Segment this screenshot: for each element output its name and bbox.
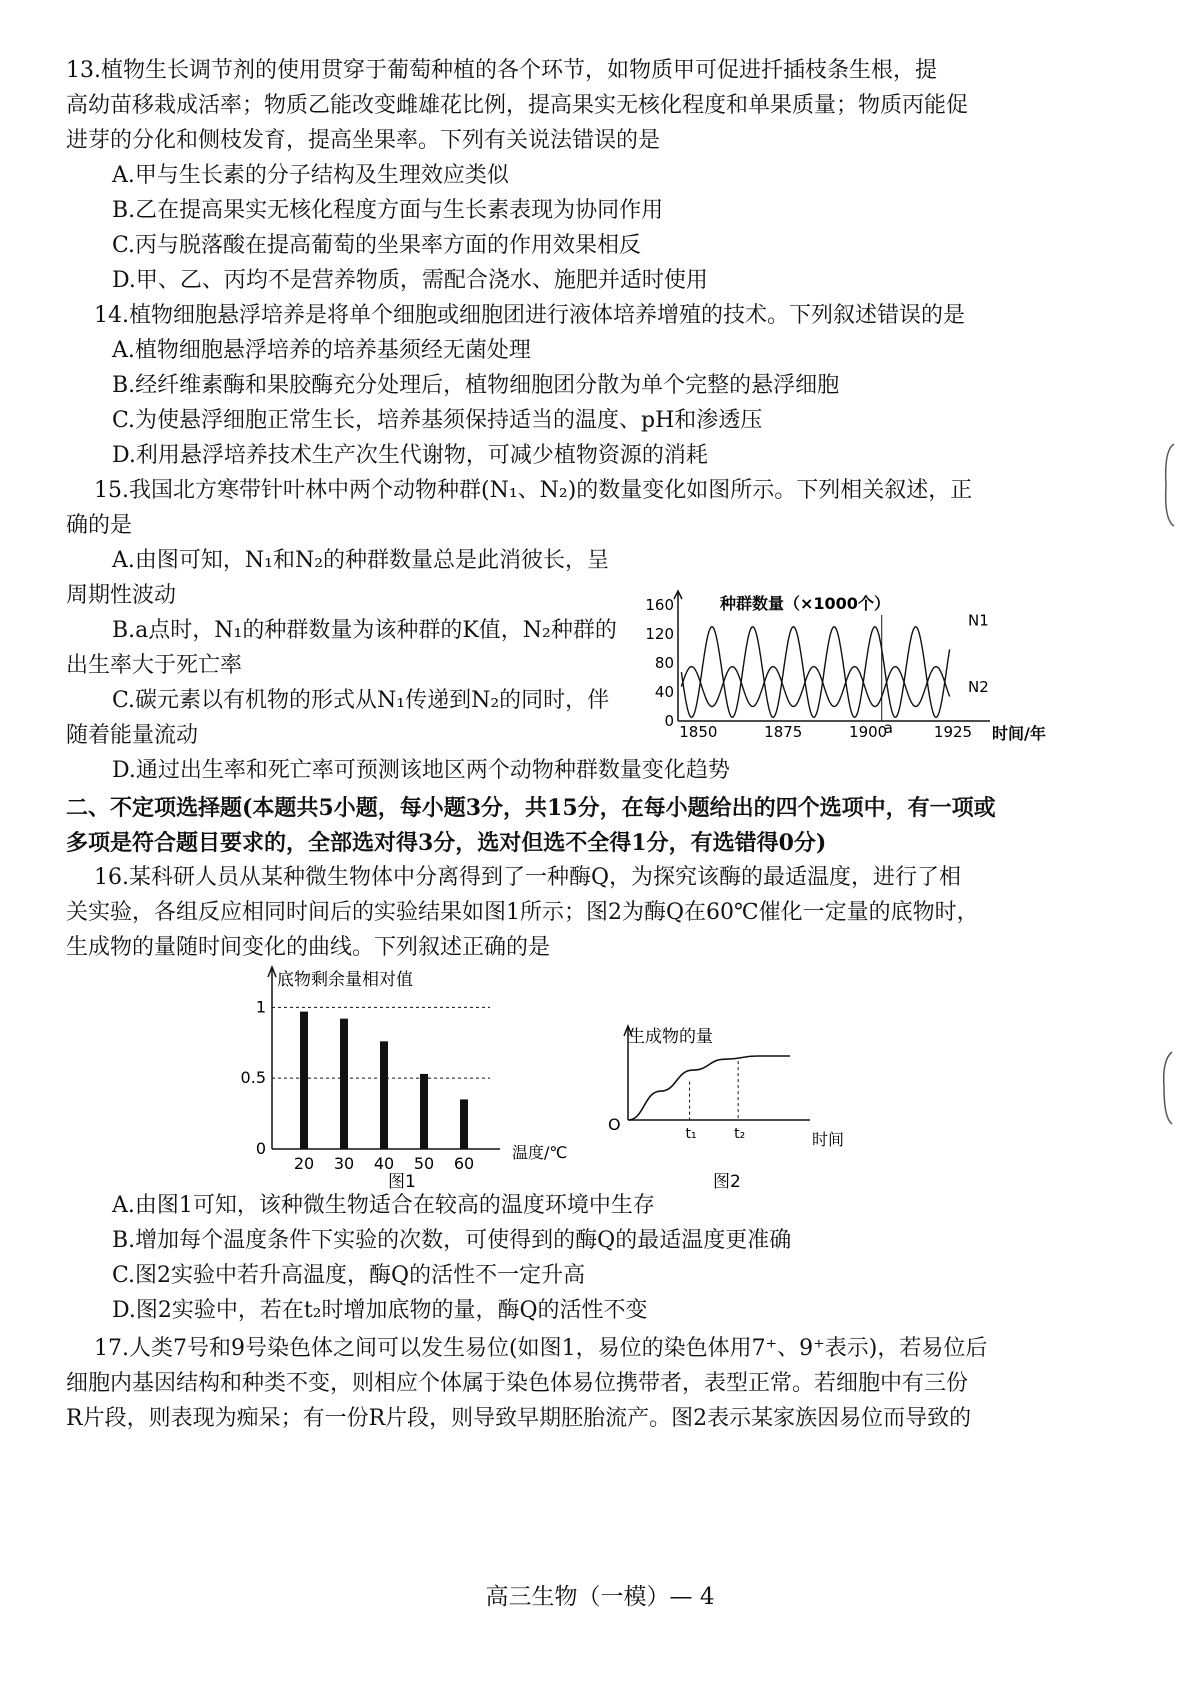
y-tick-label: 1 xyxy=(255,997,266,1017)
fig1-y-label: 底物剩余量相对值 xyxy=(277,970,413,990)
q15-stem-line: 15.我国北方寒带针叶林中两个动物种群(N₁、N₂)的数量变化如图所示。下列相关叙述，正 xyxy=(94,478,973,503)
figure1-bar-chart xyxy=(230,965,580,1190)
fig2-x-label: 时间 xyxy=(812,1130,845,1149)
q15-stem-line: 确的是 xyxy=(66,513,133,538)
q13-option-a: A.甲与生长素的分子结构及生理效应类似 xyxy=(112,163,509,188)
series-label-n1: N1 xyxy=(968,611,989,630)
y-tick-label: 120 xyxy=(645,625,674,643)
q16-option-a: A.由图1可知，该种微生物适合在较高的温度环境中生存 xyxy=(112,1193,655,1218)
population-point-a: a xyxy=(883,719,893,737)
fig2-product-curve xyxy=(628,1056,790,1120)
q17-stem-line: 细胞内基因结构和种类不变，则相应个体属于染色体易位携带者，表型正常。若细胞中有三份 xyxy=(66,1371,969,1396)
fig2-origin: O xyxy=(608,1115,621,1134)
bar xyxy=(380,1041,388,1149)
fig2-caption: 图2 xyxy=(713,1172,741,1190)
fig1-x-label: 温度/℃ xyxy=(512,1143,568,1162)
y-tick-label: 40 xyxy=(654,683,674,701)
bar xyxy=(460,1099,468,1149)
q14-option-c: C.为使悬浮细胞正常生长，培养基须保持适当的温度、pH和渗透压 xyxy=(112,408,763,433)
population-chart xyxy=(640,585,1080,750)
q16-stem-line: 生成物的量随时间变化的曲线。下列叙述正确的是 xyxy=(66,935,551,960)
x-tick-label: 1900 xyxy=(849,723,888,741)
series-label-n2: N2 xyxy=(968,678,989,696)
section2-heading-cont: 多项是符合题目要求的，全部选对得3分，选对但选不全得1分，有选错得0分) xyxy=(66,830,827,856)
figure2-line-chart xyxy=(600,1020,860,1190)
q13-option-c: C.丙与脱落酸在提高葡萄的坐果率方面的作用效果相反 xyxy=(112,233,642,258)
y-tick-label: 0.5 xyxy=(240,1068,266,1088)
q13-stem-line: 进芽的分化和侧枝发育，提高坐果率。下列有关说法错误的是 xyxy=(66,128,661,153)
q13-option-d: D.甲、乙、丙均不是营养物质，需配合浇水、施肥并适时使用 xyxy=(112,268,708,293)
q16-option-d: D.图2实验中，若在t₂时增加底物的量，酶Q的活性不变 xyxy=(112,1298,648,1323)
population-x-label: 时间/年 xyxy=(992,724,1046,743)
bar xyxy=(300,1012,308,1149)
margin-bracket-mark xyxy=(1160,440,1180,530)
q15-option-b-cont: 出生率大于死亡率 xyxy=(66,653,243,678)
fig2-t2-label: t₂ xyxy=(734,1126,746,1142)
bar xyxy=(420,1074,428,1149)
x-tick-label: 1875 xyxy=(764,723,803,741)
margin-bracket-mark xyxy=(1158,1048,1178,1128)
q13-stem-line: 高幼苗移栽成活率；物质乙能改变雌雄花比例，提高果实无核化程度和单果质量；物质丙能促 xyxy=(66,93,969,118)
series-line-n1 xyxy=(681,627,949,718)
x-tick-label: 30 xyxy=(333,1154,355,1173)
y-tick-label: 160 xyxy=(645,596,674,614)
q17-stem-line: R片段，则表现为痴呆；有一份R片段，则导致早期胚胎流产。图2表示某家族因易位而导致的 xyxy=(66,1406,972,1431)
q15-option-c: C.碳元素以有机物的形式从N₁传递到N₂的同时，伴 xyxy=(112,688,610,713)
y-tick-label: 0 xyxy=(255,1139,266,1158)
y-tick-label: 0 xyxy=(664,712,674,730)
q15-option-c-cont: 随着能量流动 xyxy=(66,723,199,748)
x-tick-label: 1850 xyxy=(679,723,718,741)
population-y-label: 种群数量（×1000个） xyxy=(720,594,890,613)
x-tick-label: 20 xyxy=(293,1154,315,1173)
fig2-y-label: 生成物的量 xyxy=(628,1027,713,1047)
q15-option-a: A.由图可知，N₁和N₂的种群数量总是此消彼长，呈 xyxy=(112,548,610,573)
x-tick-label: 50 xyxy=(413,1154,435,1173)
section2-heading: 二、不定项选择题(本题共5小题，每小题3分，共15分，在每小题给出的四个选项中，有一项或 xyxy=(66,795,996,821)
q13-stem-line: 13.植物生长调节剂的使用贯穿于葡萄种植的各个环节，如物质甲可促进扦插枝条生根，提 xyxy=(66,58,937,83)
fig1-caption: 图1 xyxy=(388,1172,416,1190)
q16-stem-line: 16.某科研人员从某种微生物体中分离得到了一种酶Q，为探究该酶的最适温度，进行了相 xyxy=(94,865,962,890)
q14-option-b: B.经纤维素酶和果胶酶充分处理后，植物细胞团分散为单个完整的悬浮细胞 xyxy=(112,373,840,398)
q15-option-b: B.a点时，N₁的种群数量为该种群的K值，N₂种群的 xyxy=(112,618,617,643)
x-tick-label: 40 xyxy=(373,1154,395,1173)
q16-option-c: C.图2实验中若升高温度，酶Q的活性不一定升高 xyxy=(112,1263,586,1288)
q15-option-d: D.通过出生率和死亡率可预测该地区两个动物种群数量变化趋势 xyxy=(112,758,730,783)
x-tick-label: 60 xyxy=(453,1154,475,1173)
q13-option-b: B.乙在提高果实无核化程度方面与生长素表现为协同作用 xyxy=(112,198,664,223)
q16-stem-line: 关实验，各组反应相同时间后的实验结果如图1所示；图2为酶Q在60℃催化一定量的底物时， xyxy=(66,900,979,925)
q14-stem-line: 14.植物细胞悬浮培养是将单个细胞或细胞团进行液体培养增殖的技术。下列叙述错误的是 xyxy=(94,303,965,328)
q14-option-d: D.利用悬浮培养技术生产次生代谢物，可减少植物资源的消耗 xyxy=(112,443,708,468)
q15-option-a-cont: 周期性波动 xyxy=(66,583,177,608)
q14-option-a: A.植物细胞悬浮培养的培养基须经无菌处理 xyxy=(112,338,531,363)
q16-option-b: B.增加每个温度条件下实验的次数，可使得到的酶Q的最适温度更准确 xyxy=(112,1228,792,1253)
bar xyxy=(340,1019,348,1149)
q17-stem-line: 17.人类7号和9号染色体之间可以发生易位(如图1，易位的染色体用7⁺、9⁺表示)，若易位后 xyxy=(94,1336,988,1361)
x-tick-label: 1925 xyxy=(933,723,973,741)
y-tick-label: 80 xyxy=(654,654,674,672)
page-footer: 高三生物（一模）— 4 xyxy=(485,1584,715,1610)
fig2-t1-label: t₁ xyxy=(685,1126,697,1142)
